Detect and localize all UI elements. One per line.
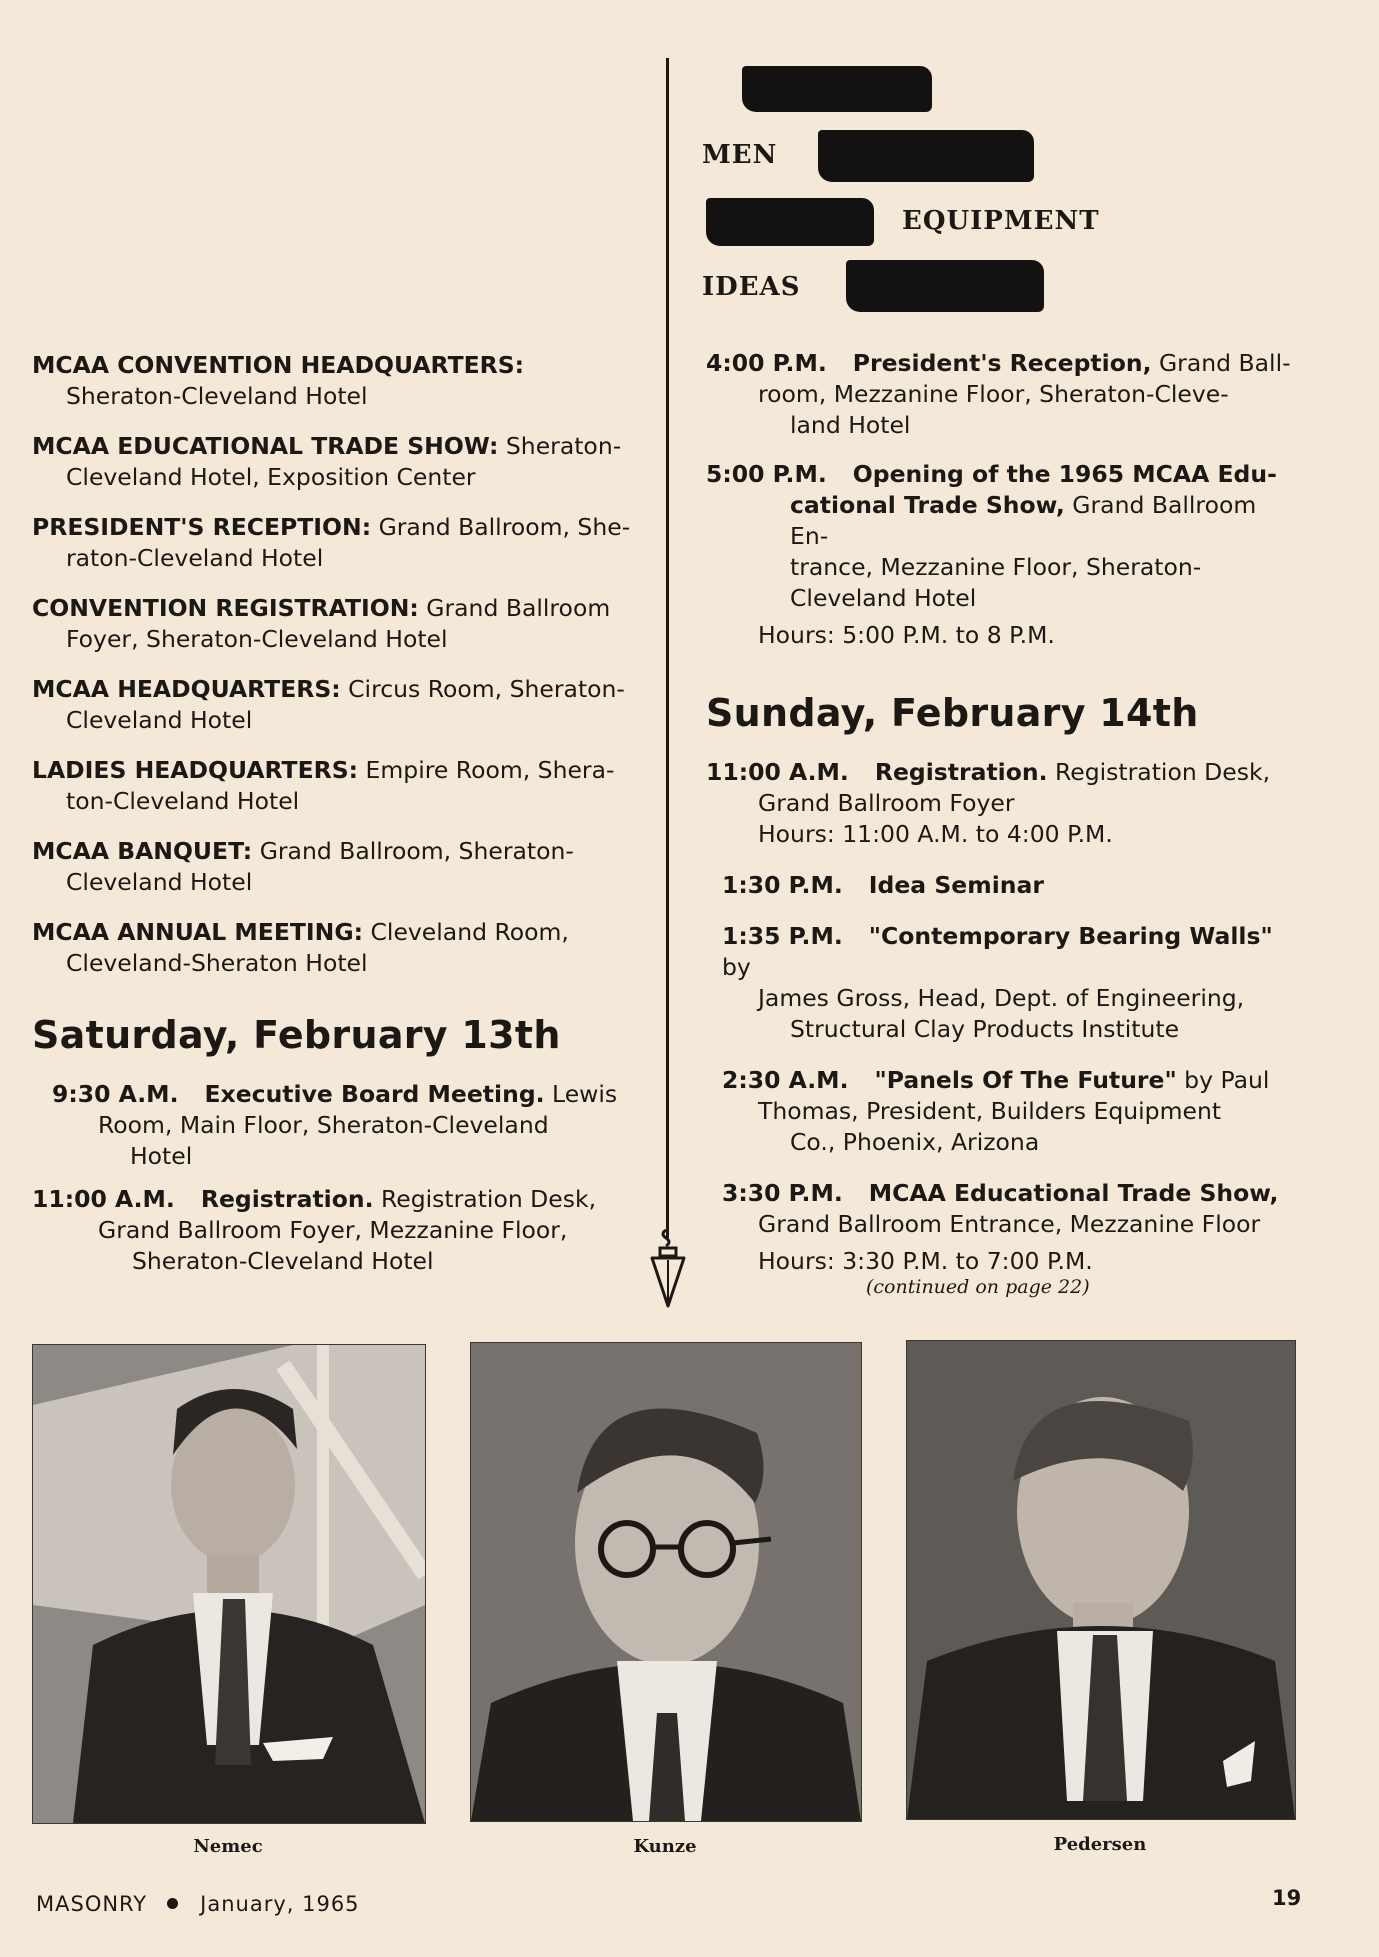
location-entry xyxy=(32,431,636,493)
event-heading: "Panels Of The Future" xyxy=(874,1066,1177,1094)
event-text: Hotel xyxy=(130,1142,193,1170)
schedule-event xyxy=(706,1178,1296,1277)
redaction-block xyxy=(742,66,932,112)
event-time: 3:30 P.M. xyxy=(722,1179,843,1207)
event-heading: MCAA Educational Trade Show, xyxy=(868,1179,1279,1207)
location-text: Cleveland-Sheraton Hotel xyxy=(66,949,368,977)
location-text: Foyer, Sheraton-Cleveland Hotel xyxy=(66,625,448,653)
event-text: Registration Desk, xyxy=(1047,758,1271,786)
location-text: raton-Cleveland Hotel xyxy=(66,544,324,572)
location-text: Cleveland Hotel xyxy=(66,706,253,734)
schedule-event xyxy=(706,870,1296,901)
plumb-bob-icon xyxy=(646,1226,690,1308)
schedule-event xyxy=(706,1065,1296,1158)
event-heading: "Contemporary Bearing Walls" xyxy=(868,922,1273,950)
location-entry xyxy=(32,917,636,979)
location-title: MCAA EDUCATIONAL TRADE SHOW: xyxy=(32,432,499,460)
sunday-heading: Sunday, February 14th xyxy=(706,691,1199,735)
event-text: Grand Ballroom Foyer, Mezzanine Floor, xyxy=(98,1216,568,1244)
event-text: Co., Phoenix, Arizona xyxy=(790,1128,1040,1156)
portrait-photo xyxy=(32,1344,426,1824)
schedule-event xyxy=(706,921,1296,1045)
photo-caption: Pedersen xyxy=(1053,1834,1147,1855)
location-entry xyxy=(32,755,636,817)
event-text: Sheraton-Cleveland Hotel xyxy=(132,1247,434,1275)
location-entry xyxy=(32,593,636,655)
location-text: Grand Ballroom, She- xyxy=(371,513,631,541)
event-text: land Hotel xyxy=(790,411,911,439)
location-text: Grand Ballroom, Sheraton- xyxy=(252,837,574,865)
portrait-photo xyxy=(906,1340,1296,1820)
location-text: Sheraton-Cleveland Hotel xyxy=(66,382,368,410)
redaction-block xyxy=(846,260,1044,312)
event-hours: Hours: 11:00 A.M. to 4:00 P.M. xyxy=(758,820,1113,848)
location-text: ton-Cleveland Hotel xyxy=(66,787,300,815)
event-time: 4:00 P.M. xyxy=(706,349,827,377)
location-text: Cleveland Room, xyxy=(363,918,569,946)
redaction-block xyxy=(706,198,874,246)
location-title: MCAA ANNUAL MEETING: xyxy=(32,918,364,946)
masthead xyxy=(700,60,1120,320)
event-heading: Executive Board Meeting. xyxy=(204,1080,545,1108)
location-title: LADIES HEADQUARTERS: xyxy=(32,756,359,784)
location-text: Sheraton- xyxy=(498,432,622,460)
event-text: by xyxy=(722,953,751,981)
event-text: Grand Ballroom En- xyxy=(790,491,1257,550)
event-text: by Paul xyxy=(1176,1066,1270,1094)
event-heading: Opening of the 1965 MCAA Edu- xyxy=(852,460,1277,488)
redaction-block xyxy=(818,130,1034,182)
page-footer xyxy=(36,1892,360,1916)
location-title: MCAA HEADQUARTERS: xyxy=(32,675,341,703)
bullet-icon xyxy=(167,1898,178,1909)
event-text: Room, Main Floor, Sheraton-Cleveland xyxy=(98,1111,549,1139)
event-time: 11:00 A.M. xyxy=(32,1185,175,1213)
location-text: Cleveland Hotel xyxy=(66,868,253,896)
left-column xyxy=(32,350,636,1289)
location-title: MCAA BANQUET: xyxy=(32,837,253,865)
event-time: 9:30 A.M. xyxy=(52,1080,179,1108)
schedule-event xyxy=(706,348,1296,441)
event-heading: Registration. xyxy=(200,1185,374,1213)
event-heading: Idea Seminar xyxy=(868,871,1044,899)
event-hours: Hours: 3:30 P.M. to 7:00 P.M. xyxy=(758,1247,1093,1275)
location-text: Empire Room, Shera- xyxy=(358,756,615,784)
right-column xyxy=(706,348,1296,1289)
location-entry xyxy=(32,674,636,736)
location-entry xyxy=(32,836,636,898)
location-text: Grand Ballroom xyxy=(418,594,611,622)
event-text: Cleveland Hotel xyxy=(790,584,977,612)
event-heading: cational Trade Show, xyxy=(790,491,1065,519)
schedule-event xyxy=(32,1184,636,1277)
event-text xyxy=(706,490,1296,552)
masthead-ideas: IDEAS xyxy=(702,272,801,302)
event-text: Lewis xyxy=(544,1080,618,1108)
location-title: PRESIDENT'S RECEPTION: xyxy=(32,513,372,541)
event-heading: President's Reception, xyxy=(852,349,1152,377)
location-entry xyxy=(32,350,636,412)
photo-caption: Nemec xyxy=(193,1836,263,1857)
location-entry xyxy=(32,512,636,574)
event-time: 5:00 P.M. xyxy=(706,460,827,488)
event-heading: Registration. xyxy=(874,758,1048,786)
location-text: Cleveland Hotel, Exposition Center xyxy=(66,463,476,491)
event-text: room, Mezzanine Floor, Sheraton-Cleve- xyxy=(758,380,1229,408)
portrait-photo xyxy=(470,1342,862,1822)
event-text: trance, Mezzanine Floor, Sheraton- xyxy=(790,553,1202,581)
event-time: 2:30 A.M. xyxy=(722,1066,849,1094)
saturday-heading: Saturday, February 13th xyxy=(32,1013,561,1057)
event-time: 1:35 P.M. xyxy=(722,922,843,950)
schedule-event xyxy=(706,459,1296,651)
event-time: 1:30 P.M. xyxy=(722,871,843,899)
event-text: Grand Ballroom Foyer xyxy=(758,789,1015,817)
event-text: Grand Ball- xyxy=(1151,349,1291,377)
event-text: Grand Ballroom Entrance, Mezzanine Floor xyxy=(758,1210,1261,1238)
page-number: 19 xyxy=(1272,1886,1302,1910)
photo-caption: Kunze xyxy=(633,1836,697,1857)
event-time: 11:00 A.M. xyxy=(706,758,849,786)
event-text: Structural Clay Products Institute xyxy=(790,1015,1180,1043)
schedule-event xyxy=(706,757,1296,850)
magazine-name: MASONRY xyxy=(36,1892,148,1916)
event-text: Registration Desk, xyxy=(373,1185,597,1213)
continued-note: (continued on page 22) xyxy=(866,1276,1090,1298)
event-text: Thomas, President, Builders Equipment xyxy=(758,1097,1222,1125)
event-hours: Hours: 5:00 P.M. to 8 P.M. xyxy=(758,621,1055,649)
issue-date: January, 1965 xyxy=(200,1892,360,1916)
location-title: CONVENTION REGISTRATION: xyxy=(32,594,419,622)
schedule-event xyxy=(32,1079,636,1172)
location-title: MCAA CONVENTION HEADQUARTERS: xyxy=(32,351,525,379)
masthead-men: MEN xyxy=(702,140,778,170)
event-text: James Gross, Head, Dept. of Engineering, xyxy=(758,984,1245,1012)
masthead-equipment: EQUIPMENT xyxy=(902,206,1100,236)
location-text: Circus Room, Sheraton- xyxy=(340,675,625,703)
column-divider xyxy=(666,58,669,1238)
